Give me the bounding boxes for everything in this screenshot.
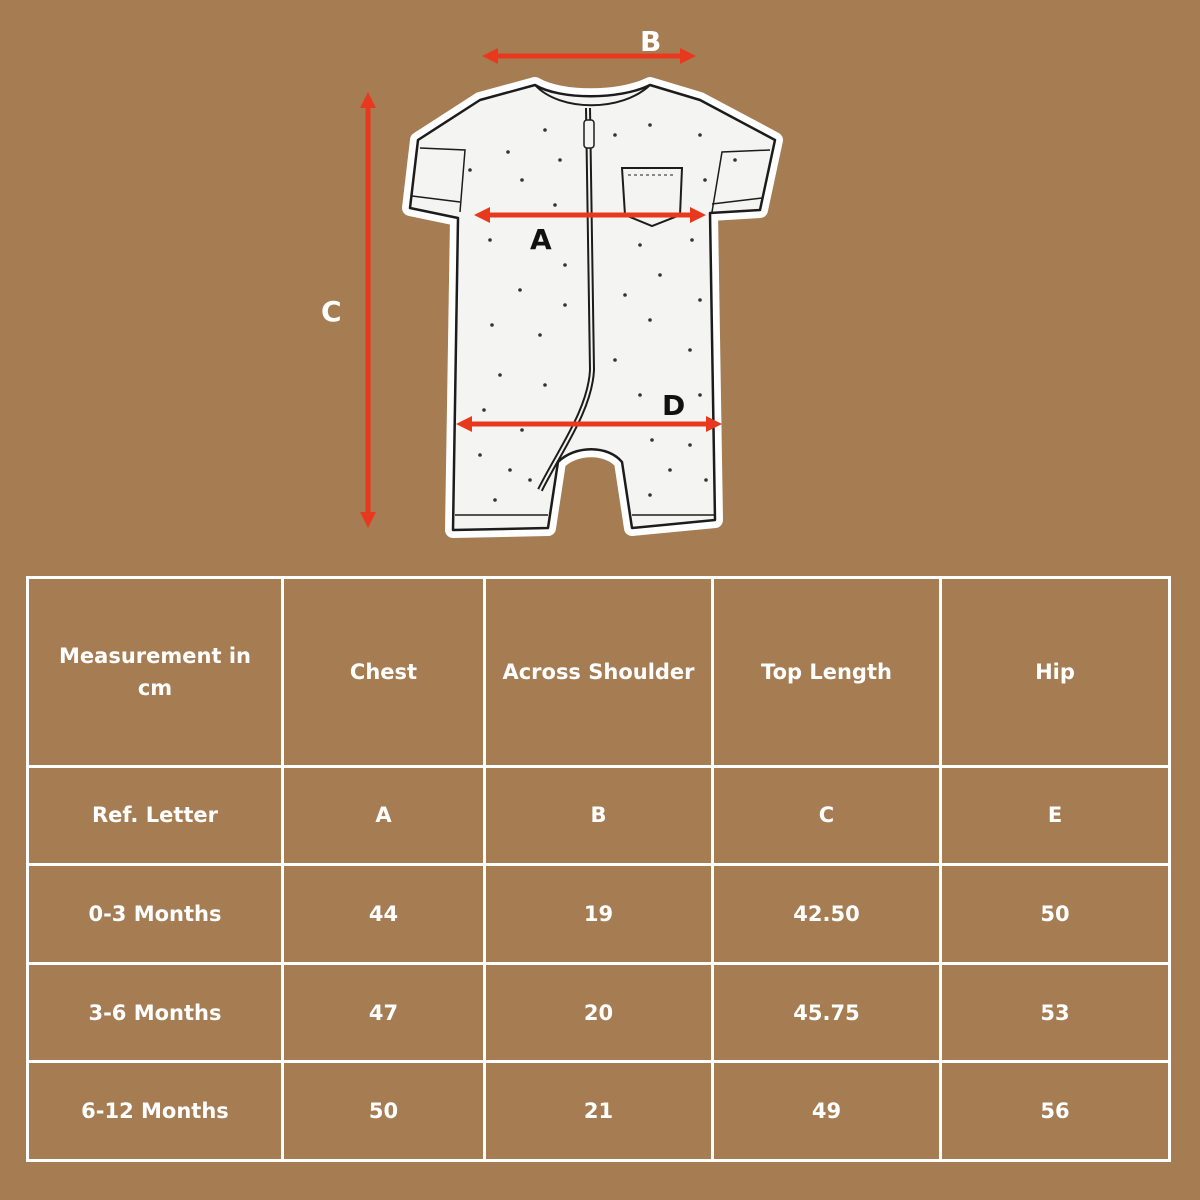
table-cell: 6-12 Months: [28, 1062, 283, 1161]
table-row: [28, 963, 1170, 1062]
label-c: C: [321, 295, 342, 328]
header-across-shoulder: Across Shoulder: [485, 578, 713, 767]
table-row: [28, 1062, 1170, 1161]
table-cell: E: [941, 766, 1170, 865]
zipper-pull: [584, 120, 594, 148]
header-top-length: Top Length: [713, 578, 941, 767]
table-cell: 19: [485, 865, 713, 964]
label-a: A: [530, 223, 552, 256]
romper-illustration: [0, 0, 1200, 560]
table-cell: 50: [941, 865, 1170, 964]
table-cell: A: [283, 766, 485, 865]
table-cell: B: [485, 766, 713, 865]
table-row: [28, 865, 1170, 964]
header-hip: Hip: [941, 578, 1170, 767]
table-cell: 45.75: [713, 963, 941, 1062]
table-cell: 47: [283, 963, 485, 1062]
label-b: B: [640, 25, 662, 58]
table-cell: 44: [283, 865, 485, 964]
table-cell: 20: [485, 963, 713, 1062]
table-cell: 56: [941, 1062, 1170, 1161]
romper-garment: [410, 85, 775, 530]
table-cell: C: [713, 766, 941, 865]
table-cell: 42.50: [713, 865, 941, 964]
table-cell: 53: [941, 963, 1170, 1062]
table-cell: 49: [713, 1062, 941, 1161]
header-measurement: Measurement in cm: [28, 578, 283, 767]
table-cell: 0-3 Months: [28, 865, 283, 964]
size-chart-table: [26, 576, 1171, 1162]
table-cell: 50: [283, 1062, 485, 1161]
header-chest: Chest: [283, 578, 485, 767]
table-cell: 3-6 Months: [28, 963, 283, 1062]
table-cell: 21: [485, 1062, 713, 1161]
table-header-row: [28, 578, 1170, 767]
label-d: D: [662, 389, 686, 422]
measurement-diagram: [0, 0, 1200, 560]
table-ref-row: [28, 766, 1170, 865]
table-cell: Ref. Letter: [28, 766, 283, 865]
